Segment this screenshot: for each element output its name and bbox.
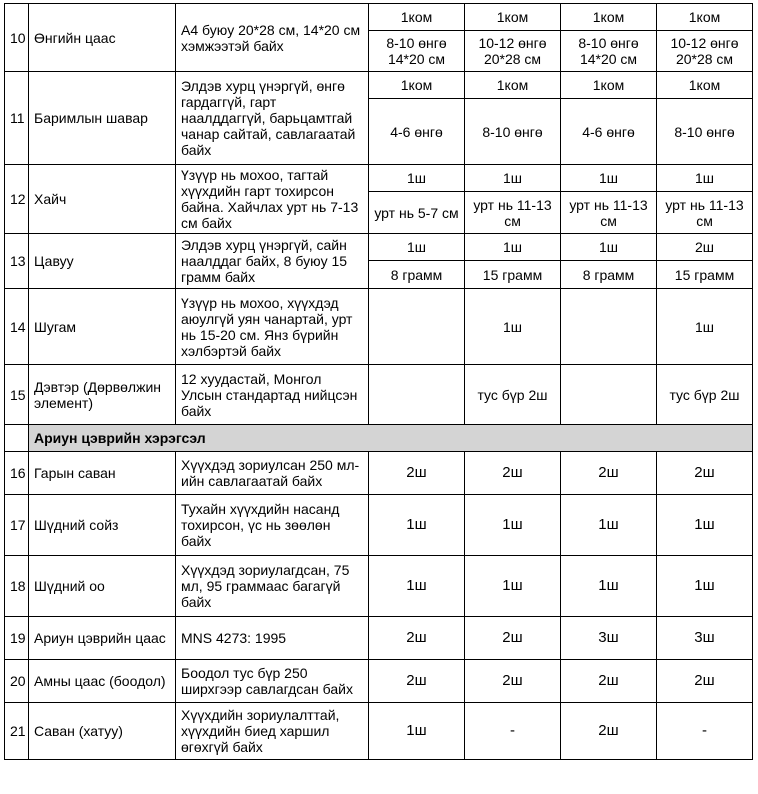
supply-table bbox=[4, 3, 753, 760]
quantity-cell: 2ш bbox=[369, 452, 465, 495]
quantity-cell: 1ш bbox=[561, 495, 657, 556]
quantity-cell: 1ком bbox=[561, 4, 657, 31]
spec-cell: 4-6 өнгө bbox=[561, 99, 657, 165]
row-number: 19 bbox=[5, 617, 29, 660]
item-description: Элдэв хурц үнэргүй, сайн наалддаг байх, 8 буюу 15 грамм байх bbox=[176, 234, 369, 289]
quantity-cell: 1ш bbox=[369, 165, 465, 192]
row-number: 17 bbox=[5, 495, 29, 556]
item-name: Амны цаас (боодол) bbox=[29, 660, 176, 703]
quantity-cell: 1ком bbox=[561, 72, 657, 99]
quantity-cell: 1ш bbox=[369, 556, 465, 617]
quantity-cell: 1ш bbox=[657, 556, 753, 617]
quantity-cell: 3ш bbox=[657, 617, 753, 660]
row-number: 14 bbox=[5, 289, 29, 365]
quantity-cell: 1ком bbox=[465, 4, 561, 31]
quantity-cell: 2ш bbox=[561, 660, 657, 703]
quantity-cell: 2ш bbox=[657, 452, 753, 495]
quantity-cell: 1ком bbox=[369, 4, 465, 31]
row-number: 21 bbox=[5, 703, 29, 760]
quantity-cell: 1ш bbox=[561, 165, 657, 192]
row-number: 12 bbox=[5, 165, 29, 234]
item-name: Шүдний оо bbox=[29, 556, 176, 617]
quantity-cell: 2ш bbox=[465, 452, 561, 495]
quantity-cell: 1ш bbox=[561, 234, 657, 261]
quantity-cell: тус бүр 2ш bbox=[465, 365, 561, 425]
quantity-cell: 1ш bbox=[465, 556, 561, 617]
quantity-cell: 2ш bbox=[657, 234, 753, 261]
item-description: MNS 4273: 1995 bbox=[176, 617, 369, 660]
spec-cell: 8-10 өнгө bbox=[657, 99, 753, 165]
spec-cell: 10-12 өнгө 20*28 см bbox=[465, 31, 561, 72]
item-name: Гарын саван bbox=[29, 452, 176, 495]
row-number: 13 bbox=[5, 234, 29, 289]
quantity-cell: 2ш bbox=[369, 660, 465, 703]
quantity-cell bbox=[369, 365, 465, 425]
spec-cell: 8-10 өнгө 14*20 см bbox=[561, 31, 657, 72]
spec-cell: урт нь 11-13 см bbox=[465, 192, 561, 234]
quantity-cell: 1ш bbox=[657, 495, 753, 556]
item-name: Шүдний сойз bbox=[29, 495, 176, 556]
row-number: 16 bbox=[5, 452, 29, 495]
table-row bbox=[5, 234, 753, 261]
item-description: Элдэв хурц үнэргүй, өнгө гардаггүй, гарт наалддаггүй, барьцамтгай чанар сайтай, савлагаатай байх bbox=[176, 72, 369, 165]
item-description: Хүүхдэд зориулагдсан, 75 мл, 95 граммаас багагүй байх bbox=[176, 556, 369, 617]
item-description: Хүүхдэд зориулсан 250 мл-ийн савлагаатай байх bbox=[176, 452, 369, 495]
quantity-cell: 1ком bbox=[657, 4, 753, 31]
item-name: Дэвтэр (Дөрвөлжин элемент) bbox=[29, 365, 176, 425]
spec-cell: 8-10 өнгө bbox=[465, 99, 561, 165]
quantity-cell: 2ш bbox=[561, 703, 657, 760]
quantity-cell: - bbox=[465, 703, 561, 760]
quantity-cell: 1ш bbox=[657, 289, 753, 365]
table-row bbox=[5, 703, 753, 760]
quantity-cell: 2ш bbox=[465, 617, 561, 660]
quantity-cell: 1ш bbox=[657, 165, 753, 192]
table-row bbox=[5, 495, 753, 556]
table-row bbox=[5, 617, 753, 660]
quantity-cell: 1ш bbox=[465, 289, 561, 365]
item-name: Өнгийн цаас bbox=[29, 4, 176, 72]
spec-cell: 4-6 өнгө bbox=[369, 99, 465, 165]
table-row bbox=[5, 289, 753, 365]
quantity-cell: 2ш bbox=[369, 617, 465, 660]
item-description: Хүүхдийн зориулалттай, хүүхдийн биед харшил өгөхгүй байх bbox=[176, 703, 369, 760]
row-number: 20 bbox=[5, 660, 29, 703]
item-name: Ариун цэврийн цаас bbox=[29, 617, 176, 660]
quantity-cell bbox=[561, 365, 657, 425]
item-name: Цавуу bbox=[29, 234, 176, 289]
item-description: Тухайн хүүхдийн насанд тохирсон, үс нь зөөлөн байх bbox=[176, 495, 369, 556]
quantity-cell: 2ш bbox=[657, 660, 753, 703]
table-row bbox=[5, 365, 753, 425]
quantity-cell: 1ш bbox=[465, 495, 561, 556]
table-row bbox=[5, 4, 753, 31]
spec-cell: урт нь 11-13 см bbox=[657, 192, 753, 234]
row-number: 15 bbox=[5, 365, 29, 425]
quantity-cell: 1ш bbox=[465, 234, 561, 261]
spec-cell: 15 грамм bbox=[657, 261, 753, 289]
quantity-cell: 2ш bbox=[561, 452, 657, 495]
item-name: Баримлын шавар bbox=[29, 72, 176, 165]
table-row bbox=[5, 660, 753, 703]
section-title: Ариун цэврийн хэрэгсэл bbox=[29, 425, 753, 452]
spec-cell: урт нь 5-7 см bbox=[369, 192, 465, 234]
spec-cell: 8 грамм bbox=[369, 261, 465, 289]
table-row bbox=[5, 556, 753, 617]
quantity-cell: 1ком bbox=[465, 72, 561, 99]
row-number: 18 bbox=[5, 556, 29, 617]
quantity-cell bbox=[561, 289, 657, 365]
quantity-cell: тус бүр 2ш bbox=[657, 365, 753, 425]
table-row bbox=[5, 452, 753, 495]
item-description: 12 хуудастай, Монгол Улсын стандартад нийцсэн байх bbox=[176, 365, 369, 425]
quantity-cell: 1ком bbox=[657, 72, 753, 99]
quantity-cell: 2ш bbox=[465, 660, 561, 703]
quantity-cell: 1ком bbox=[369, 72, 465, 99]
table-row bbox=[5, 165, 753, 192]
row-number: 10 bbox=[5, 4, 29, 72]
quantity-cell: - bbox=[657, 703, 753, 760]
item-name: Саван (хатуу) bbox=[29, 703, 176, 760]
quantity-cell: 1ш bbox=[369, 234, 465, 261]
spec-cell: 8-10 өнгө 14*20 см bbox=[369, 31, 465, 72]
item-name: Шугам bbox=[29, 289, 176, 365]
quantity-cell: 1ш bbox=[561, 556, 657, 617]
section-row bbox=[5, 425, 753, 452]
item-name: Хайч bbox=[29, 165, 176, 234]
item-description: Боодол тус бүр 250 ширхгээр савлагдсан байх bbox=[176, 660, 369, 703]
item-description: Үзүүр нь мохоо, тагтай хүүхдийн гарт тохирсон байна. Хайчлах урт нь 7-13 см байх bbox=[176, 165, 369, 234]
spec-cell: 10-12 өнгө 20*28 см bbox=[657, 31, 753, 72]
item-description: Үзүүр нь мохоо, хүүхдэд аюулгүй уян чанартай, урт нь 15-20 см. Янз бүрийн хэлбэртэй байх bbox=[176, 289, 369, 365]
quantity-cell: 1ш bbox=[369, 495, 465, 556]
spec-cell: урт нь 11-13 см bbox=[561, 192, 657, 234]
quantity-cell bbox=[369, 289, 465, 365]
spec-cell: 8 грамм bbox=[561, 261, 657, 289]
item-description: А4 буюу 20*28 см, 14*20 см хэмжээтэй байх bbox=[176, 4, 369, 72]
table-row bbox=[5, 72, 753, 99]
quantity-cell: 1ш bbox=[465, 165, 561, 192]
row-number: 11 bbox=[5, 72, 29, 165]
quantity-cell: 3ш bbox=[561, 617, 657, 660]
quantity-cell: 1ш bbox=[369, 703, 465, 760]
spec-cell: 15 грамм bbox=[465, 261, 561, 289]
section-spacer bbox=[5, 425, 29, 452]
